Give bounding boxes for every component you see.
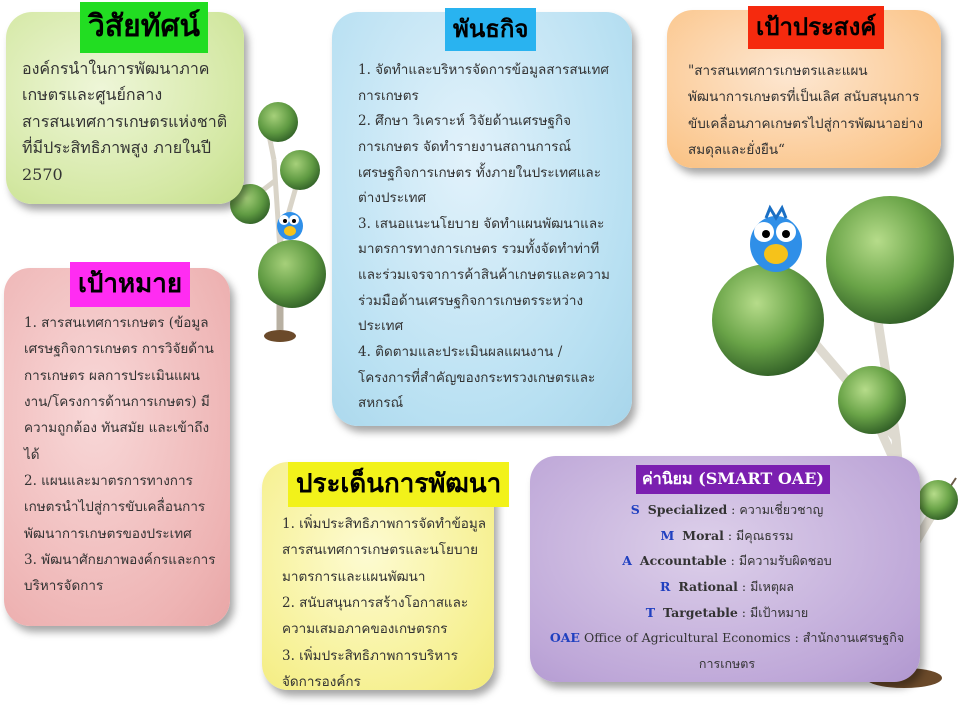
mission-item: 2. ศึกษา วิเคราะห์ วิจัยด้านเศรษฐกิจการเกษตร จัดทำรายงานสถานการณ์เศรษฐกิจการเกษตร ทั้งภายในประเทศและต่างประเทศ xyxy=(358,113,601,207)
goals-list xyxy=(24,310,224,599)
value-item: M Moral : มีคุณธรรม xyxy=(660,527,794,543)
vision-text: องค์กรนำในการพัฒนาภาคเกษตรและศูนย์กลางสารสนเทศการเกษตรแห่งชาติที่มีประสิทธิภาพสูง ภายในปี 2570 xyxy=(22,59,228,184)
purpose-text: "สารสนเทศการเกษตรและแผนพัฒนาการเกษตรที่เป็นเลิศ สนับสนุนการขับเคลื่อนภาคเกษตรไปสู่การพัฒนาอย่างสมดุลและยั่งยืน“ xyxy=(688,63,923,158)
issue-item: 3. เพิ่มประสิทธิภาพการบริหารจัดการองค์กร xyxy=(282,647,458,690)
value-item: T Targetable : มีเป้าหมาย xyxy=(645,604,809,620)
bird-large-icon xyxy=(750,208,802,272)
bird-small-icon xyxy=(277,212,303,240)
vision-title: วิสัยทัศน์ xyxy=(80,2,208,53)
values-title: ค่านิยม (SMART OAE) xyxy=(636,465,830,494)
issue-item: 1. เพิ่มประสิทธิภาพการจัดทำข้อมูลสารสนเทศการเกษตรและนโยบาย มาตรการและแผนพัฒนา xyxy=(282,516,487,585)
mission-item: 4. ติดตามและประเมินผลแผนงาน / โครงการที่สำคัญของกระทรวงเกษตรและสหกรณ์ xyxy=(358,344,596,412)
mission-title: พันธกิจ xyxy=(445,8,536,51)
mission-item: 1. จัดทำและบริหารจัดการข้อมูลสารสนเทศการเกษตร xyxy=(358,62,609,104)
value-item: S Specialized : ความเชี่ยวชาญ xyxy=(630,502,824,517)
value-item: A Accountable : มีความรับผิดชอบ xyxy=(622,553,832,569)
issue-item: 2. สนับสนุนการสร้างโอกาสและความเสมอภาคของเกษตรกร xyxy=(282,594,469,638)
purpose-title: เป้าประสงค์ xyxy=(748,6,884,49)
value-item: R Rational : มีเหตุผล xyxy=(660,578,794,594)
goal-item: 1. สารสนเทศการเกษตร (ข้อมูลเศรษฐกิจการเกษตร การวิจัยด้านการเกษตร ผลการประเมินแผนงาน/โครงการด้านการเกษตร) มีความถูกต้อง ทันสมัย และเข้าถึงได้ xyxy=(24,315,214,463)
goals-title: เป้าหมาย xyxy=(70,262,190,307)
development-issues-list xyxy=(282,511,492,695)
goal-item: 2. แผนและมาตรการทางการเกษตรนำไปสู่การขับเคลื่อนการพัฒนาการเกษตรของประเทศ xyxy=(24,472,206,542)
goal-item: 3. พัฒนาศักยภาพองค์กรและการบริหารจัดการ xyxy=(24,551,216,595)
value-item: OAE Office of Agricultural Economics : สำนักงานเศรษฐกิจการเกษตร xyxy=(549,630,905,671)
development-issues-title: ประเด็นการพัฒนา xyxy=(288,462,509,507)
values-list xyxy=(544,497,910,676)
mission-list xyxy=(358,58,616,417)
mission-item: 3. เสนอแนะนโยบาย จัดทำแผนพัฒนาและมาตรการทางการเกษตร รวมทั้งจัดทำท่าทีและร่วมเจรจาการค้าสินค้าเกษตรและความร่วมมือด้านเศรษฐกิจการเกษตรระหว่างประเทศ xyxy=(358,215,610,335)
